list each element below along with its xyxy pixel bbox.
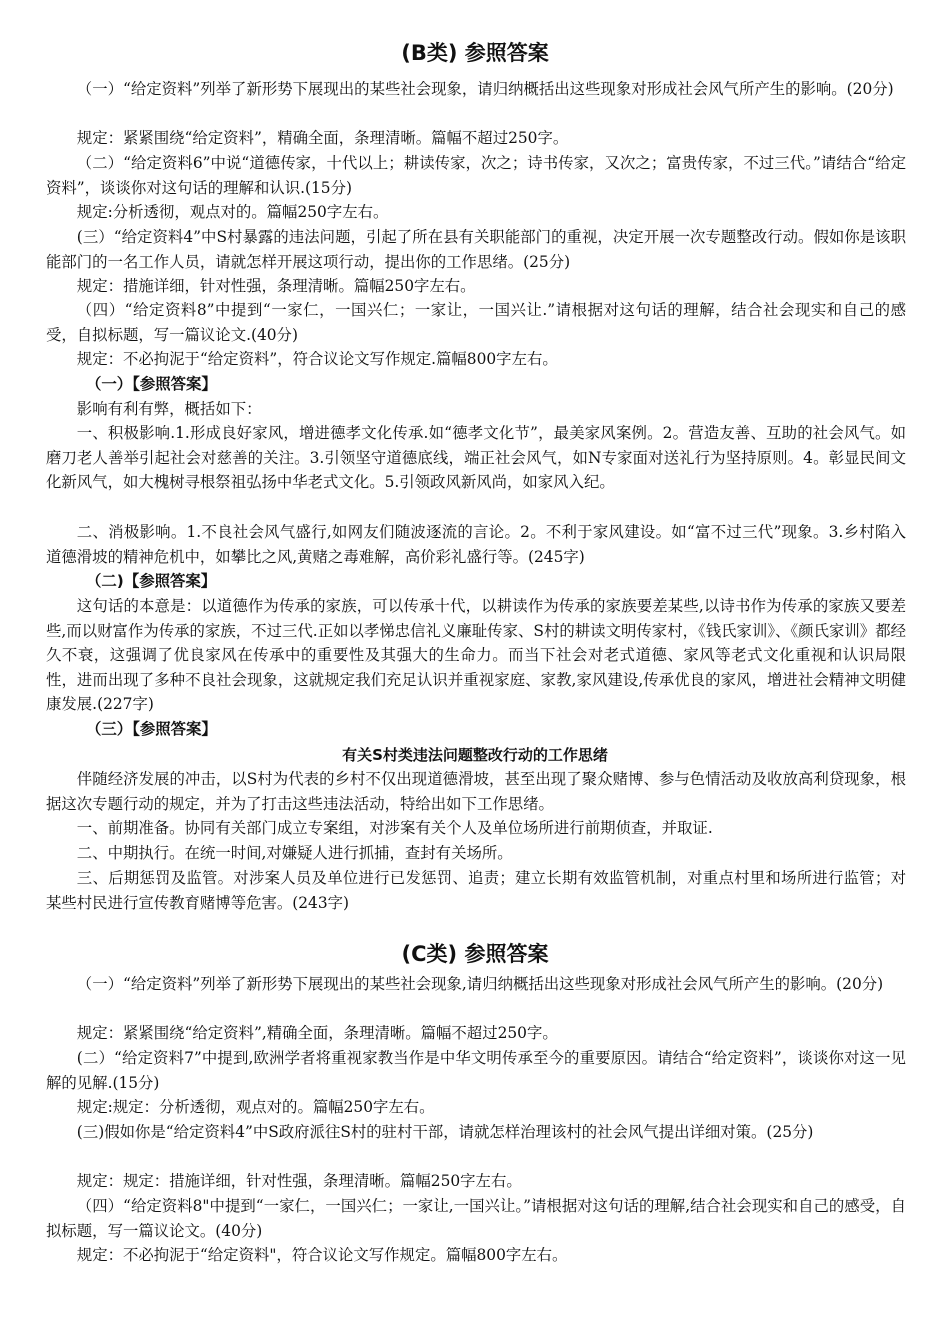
answer-1-positive: 一、积极影响.1.形成良好家风，增进德孝文化传承.如“德孝文化节”，最美家风案例。2。营造友善、互助的社会风气。如磨刀老人善举引起社会对慈善的关注。3.引领坚守道德底线，端正社会风气，如N专家面对送礼行为坚持原则。4。彰显民间文化新风气，如大槐树寻根祭祖弘扬中华老式文化。5.引领政风新风尚，如家风入纪。: [46, 424, 906, 492]
section-b-question-4: （四）“给定资料8”中提到“一家仁，一国兴仁；一家让，一国兴让.”请根据对这句话的理解，结合社会现实和自己的感受，自拟标题，写一篇议论文.(40分): [46, 301, 906, 344]
section-c-question-4: （四）“给定资料8"中提到“一家仁，一国兴仁；一家让,一国兴让。”请根据对这句话的理解,结合社会现实和自己的感受，自拟标题，写一篇议论文。(40分): [46, 1197, 906, 1240]
answer-3-title: 有关S村类违法问题整改行动的工作思绪: [342, 746, 608, 764]
answer-2-body: 这句话的本意是：以道德作为传承的家族，可以传承十代，以耕读作为传承的家族要差某些,以诗书作为传承的家族又要差些,而以财富作为传承的家族，不过三代.正如以孝悌忠信礼义廉耻传家、S村的耕读文明传家村，《钱氏家训》、《颜氏家训》都经久不衰，这强调了优良家风在传承中的重要性及其强大的生命力。而当下社会对老式道德、家风等老式文化重视和认识局限性，进而出现了多种不良社会现象，这就规定我们充足认识并重视家庭、家教,家风建设,传承优良的家风，增进社会精神文明健康发展.(227字): [46, 597, 906, 714]
section-b-question-1: （一）“给定资料”列举了新形势下展现出的某些社会现象，请归纳概括出这些现象对形成社会风气所产生的影响。(20分): [76, 80, 894, 98]
section-b-question-1-rule: 规定：紧紧围绕“给定资料”，精确全面，条理清晰。篇幅不超过250字。: [76, 129, 569, 147]
section-b-question-3-rule: 规定：措施详细，针对性强，条理清晰。篇幅250字左右。: [76, 277, 476, 295]
answer-2-heading: （二)【参照答案】: [86, 572, 217, 590]
section-b-question-2: （二）“给定资料6”中说“道德传家，十代以上；耕读传家，次之；诗书传家，又次之；富贵传家，不过三代。”请结合“给定资料”，谈谈你对这句话的理解和认识.(15分): [46, 154, 906, 197]
section-c-question-2-rule: 规定:规定：分析透彻，观点对的。篇幅250字左右。: [76, 1098, 435, 1116]
section-c-title: (C类) 参照答案: [401, 942, 549, 966]
section-b-title: (B类) 参照答案: [401, 41, 549, 65]
section-c-question-2: (二）“给定资料7”中提到,欧洲学者将重视家教当作是中华文明传承至今的重要原因。请结合“给定资料”，谈谈你对这一见解的见解.(15分): [46, 1049, 906, 1092]
answer-3-step-1: 一、前期准备。协同有关部门成立专案组，对涉案有关个人及单位场所进行前期侦查，并取证.: [76, 819, 713, 837]
section-b-question-4-rule: 规定：不必拘泥于“给定资料”，符合议论文写作规定.篇幅800字左右。: [76, 350, 558, 368]
answer-3-heading: （三）【参照答案】: [86, 720, 217, 738]
answer-3-step-2: 二、中期执行。在统一时间,对嫌疑人进行抓捕，查封有关场所。: [76, 844, 513, 862]
section-c-question-4-rule: 规定：不必拘泥于“给定资料"，符合议论文写作规定。篇幅800字左右。: [76, 1246, 568, 1264]
section-b-question-2-rule: 规定:分析透彻，观点对的。篇幅250字左右。: [76, 203, 389, 221]
section-c-question-3: (三)假如你是“给定资料4”中S政府派往S村的驻村干部，请就怎样治理该村的社会风气提出详细对策。(25分): [76, 1123, 814, 1141]
answer-3-intro: 伴随经济发展的冲击，以S村为代表的乡村不仅出现道德滑坡，甚至出现了聚众赌博、参与色情活动及收放高利贷现象，根据这次专题行动的规定，并为了打击这些违法活动，特给出如下工作思绪。: [46, 770, 906, 813]
section-c-question-3-rule: 规定：规定：措施详细，针对性强，条理清晰。篇幅250字左右。: [76, 1172, 522, 1190]
answer-1-negative: 二、消极影响。1.不良社会风气盛行,如网友们随波逐流的言论。2。不利于家风建设。如“富不过三代”现象。3.乡村陷入道德滑坡的精神危机中，如攀比之风,黄赌之毒难解，高价彩礼盛行等。(245字): [46, 523, 906, 566]
section-c-question-1-rule: 规定：紧紧围绕“给定资料”,精确全面，条理清晰。篇幅不超过250字。: [76, 1024, 558, 1042]
section-c-question-1: （一）“给定资料”列举了新形势下展现出的某些社会现象,请归纳概括出这些现象对形成社会风气所产生的影响。(20分): [76, 975, 884, 993]
answer-1-intro: 影响有利有弊，概括如下：: [76, 400, 262, 418]
section-b-question-3: (三）“给定资料4”中S村暴露的违法问题，引起了所在县有关职能部门的重视，决定开展一次专题整改行动。假如你是该职能部门的一名工作人员，请就怎样开展这项行动，提出你的工作思绪。(25分): [46, 228, 906, 271]
answer-3-step-3: 三、后期惩罚及监管。对涉案人员及单位进行已发惩罚、追责；建立长期有效监管机制，对重点村里和场所进行监管；对某些村民进行宣传教育赌博等危害。(243字): [46, 869, 906, 912]
answer-1-heading: （一）【参照答案】: [86, 375, 217, 393]
